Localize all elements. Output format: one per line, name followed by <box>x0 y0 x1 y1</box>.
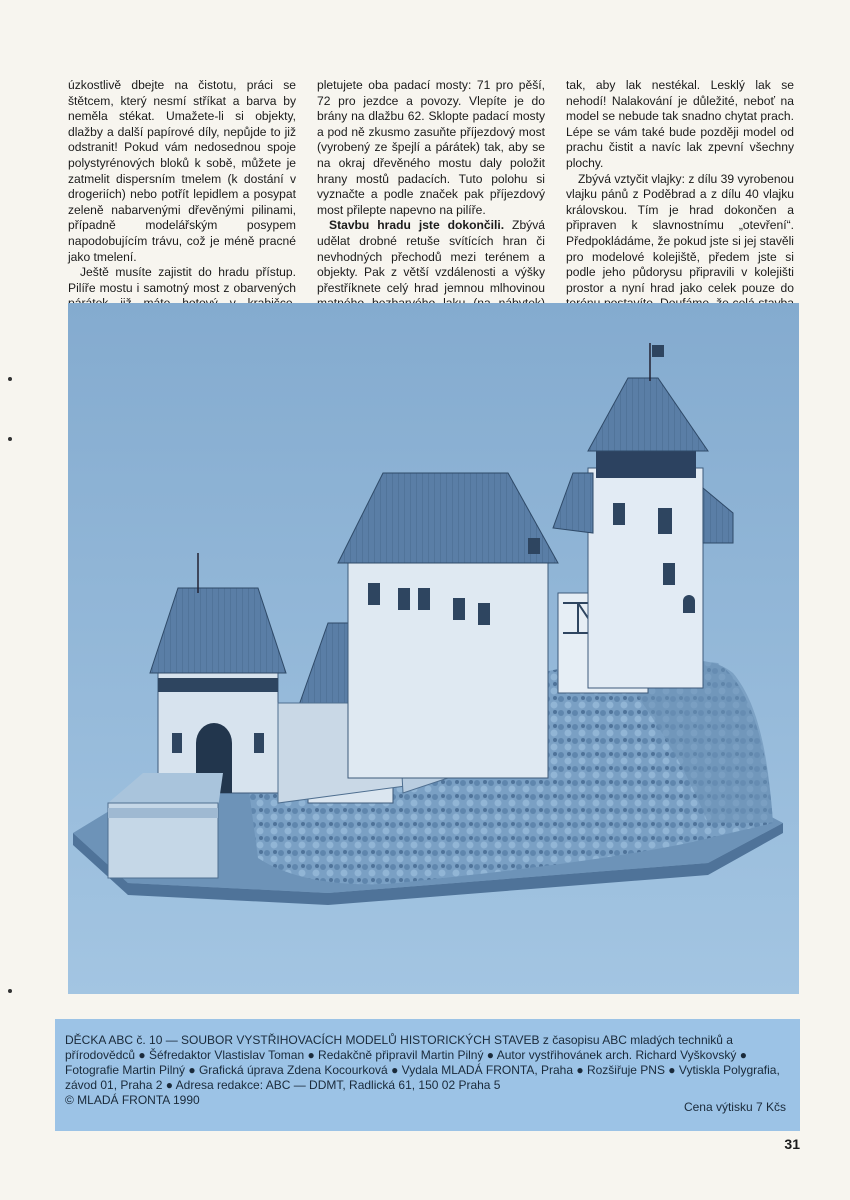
paragraph: Ještě musíte zajistit do hradu přístup. Pilíře mostu i samotný most z obarvených <box>68 265 296 295</box>
credits-text-block <box>65 1033 795 1108</box>
paragraph-lead-bold: Stavbu hradu jste dokončili. <box>329 218 505 233</box>
page-mark <box>8 437 12 441</box>
credits-box <box>55 1019 800 1131</box>
paragraph: tak, aby lak nestékal. Lesklý lak se nehodí! Nalakování je důležité, neboť na model se nebude tak snadno chytat prach. Lépe se vám také bude později model od prachu čistit a navíc lak zpevní všechny plochy. <box>566 78 794 170</box>
page-number: 31 <box>784 1136 800 1152</box>
keep-tower <box>588 468 703 688</box>
paragraph: pletujete oba padací mosty: 71 pro pěší, 72 pro jezdce a povozy. Vlepíte je do brány na dlažbu 62. Sklopte padací mosty a pod ně zkusmo zasuňte příjezdový most (vyrobený ze špejlí a párátek) tak, aby se na okraj dřevěného mostu daly položit hrany mostů padacích. Tuto polohu si vyznačte a podle značek pak příjezdový most přilepte napevno na pilíře. <box>317 78 545 217</box>
paragraph: úzkostlivě dbejte na čistotu, práci se štětcem, který nesmí stříkat a barva by neměla stékat. Umažete-li si objekty, dlažby a další papírové díly, nepůjde to již odstranit! Pokud vám nedosednou spoje polystyrénových bloků k sobě, můžete je zatmelit dispersním tmelem (k dostání v drogeriích) nebo potřít lepidlem a posypat zeleně nabarvenými dřevěnými pilinami, případně modelářským posypem napodobujícím trávu, což je méně pracné jako tmelení. <box>68 78 296 264</box>
castle-illustration <box>68 303 799 994</box>
castle-model-photo <box>68 303 799 994</box>
price: Cena výtisku 7 Kčs <box>683 1100 786 1114</box>
page-mark <box>8 377 12 381</box>
page-mark <box>8 989 12 993</box>
credits-text: DĚCKA ABC č. 10 — SOUBOR VYSTŘIHOVACÍCH MODELŮ HISTORICKÝCH STAVEB z časopisu ABC mladých techniků a přírodovědců ● Šéfredaktor Vlastislav Toman ● Redakčně připravil Martin Pilný ● Autor vystřihovánek arch. Richard Vyškovský ● Fotografie Martin Pilný ● Grafická úprava Zdena Kocourková ● Vydala MLADÁ FRONTA, Praha ● Rozšiřuje PNS ● Vytiskla Polygrafia, závod 01, Praha 2 ● Adresa redakce: ABC — DDMT, Radlická 61, 150 02 Praha 5 <box>65 1033 780 1092</box>
copyright: © MLADÁ FRONTA 1990 <box>65 1093 200 1107</box>
paragraph-text: Zbývá udělat drobné retuše svítících hran či nevhodných přechodů mezi terénem a objekty. Pak z větší vzdálenosti a výšky přestříknete celý hrad jemnou mlhovinou <box>317 218 545 295</box>
paragraph: Zbývá vztyčit vlajky: z dílu 39 vyrobenou vlajku pánů z Poděbrad a z dílu 40 vlajku královskou. Tím je hrad dokončen a připraven k slavnostnímu „otevření“. Předpokládáme, že pokud jste si jej stavěli pro modelové kolejiště, předem jste si podle jeho půdorysu připravili v kolejišti prostor a nyní hrad jako celek pouze do <box>566 171 794 295</box>
